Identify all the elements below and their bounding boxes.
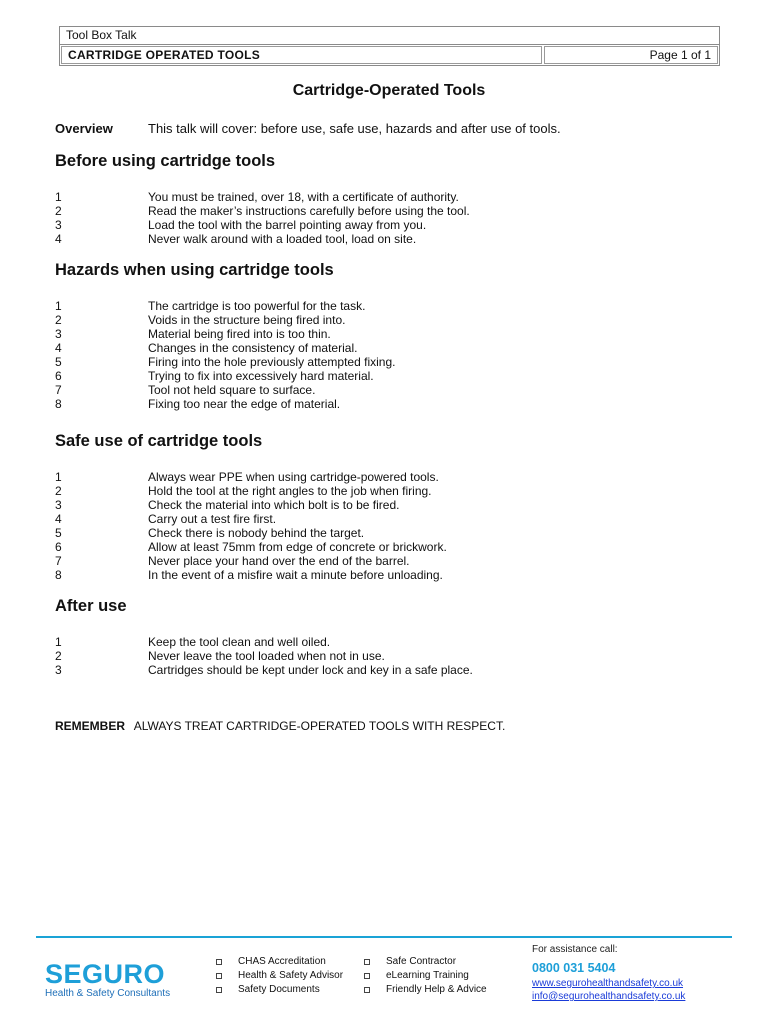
item-text: Voids in the structure being fired into. — [148, 313, 346, 327]
list-item — [55, 512, 447, 526]
list-item — [55, 397, 395, 411]
item-number: 2 — [55, 313, 62, 327]
item-text: Changes in the consistency of material. — [148, 341, 358, 355]
remember-label: REMEMBER — [55, 719, 126, 733]
service-label: Friendly Help & Advice — [386, 984, 487, 995]
overview-label: Overview — [55, 121, 113, 136]
service-item — [216, 983, 343, 997]
item-number: 6 — [55, 369, 62, 383]
item-number: 5 — [55, 526, 62, 540]
list-item — [55, 540, 447, 554]
service-item — [364, 983, 487, 997]
item-number: 1 — [55, 470, 62, 484]
list-item — [55, 383, 395, 397]
item-text: Check the material into which bolt is to be fired. — [148, 498, 400, 512]
email-link[interactable]: info@segurohealthandsafety.co.uk — [532, 991, 686, 1002]
item-text: Trying to fix into excessively hard material. — [148, 369, 374, 383]
item-number: 3 — [55, 498, 62, 512]
item-number: 5 — [55, 355, 62, 369]
item-text: Read the maker’s instructions carefully before using the tool. — [148, 204, 470, 218]
page-title: Cartridge-Operated Tools — [292, 82, 486, 99]
item-text: Hold the tool at the right angles to the job when firing. — [148, 484, 432, 498]
item-number: 3 — [55, 327, 62, 341]
remember-note — [55, 719, 505, 733]
list-item — [55, 327, 395, 341]
service-label: CHAS Accreditation — [238, 956, 326, 967]
list-item — [55, 313, 395, 327]
services-list-right — [364, 955, 487, 997]
services-list-left — [216, 955, 343, 997]
list-item — [55, 498, 447, 512]
list-safe-use — [55, 470, 447, 582]
list-item — [55, 484, 447, 498]
list-item — [55, 663, 473, 677]
service-item — [216, 969, 343, 983]
list-item — [55, 568, 447, 582]
service-item — [364, 955, 487, 969]
item-number: 2 — [55, 204, 62, 218]
checkbox-bullet-icon — [216, 987, 222, 993]
item-text: You must be trained, over 18, with a certificate of authority. — [148, 190, 459, 204]
item-text: Cartridges should be kept under lock and key in a safe place. — [148, 663, 473, 677]
service-item — [364, 969, 487, 983]
item-number: 8 — [55, 397, 62, 411]
service-label: Safety Documents — [238, 984, 320, 995]
list-after-use — [55, 635, 473, 677]
service-label: eLearning Training — [386, 970, 469, 981]
checkbox-bullet-icon — [364, 987, 370, 993]
website-link[interactable]: www.segurohealthandsafety.co.uk — [532, 978, 684, 989]
section-heading-before: Before using cartridge tools — [55, 152, 276, 170]
list-item — [55, 232, 470, 246]
item-text: Allow at least 75mm from edge of concrete or brickwork. — [148, 540, 447, 554]
header-topic: CARTRIDGE OPERATED TOOLS — [61, 46, 542, 64]
list-before — [55, 190, 470, 246]
header-label: Tool Box Talk — [60, 27, 719, 45]
item-number: 1 — [55, 299, 62, 313]
item-text: In the event of a misfire wait a minute before unloading. — [148, 568, 443, 582]
checkbox-bullet-icon — [216, 959, 222, 965]
page-number: Page 1 of 1 — [544, 46, 718, 64]
document-header — [59, 26, 720, 66]
logo-tagline: Health & Safety Consultants — [45, 988, 171, 999]
item-number: 2 — [55, 649, 62, 663]
item-text: Never leave the tool loaded when not in use. — [148, 649, 385, 663]
section-heading-hazards: Hazards when using cartridge tools — [55, 261, 334, 279]
footer-divider — [36, 936, 732, 938]
overview — [55, 121, 561, 136]
item-number: 4 — [55, 232, 62, 246]
overview-text: This talk will cover: before use, safe use, hazards and after use of tools. — [148, 121, 561, 136]
item-text: Fixing too near the edge of material. — [148, 397, 341, 411]
list-item — [55, 526, 447, 540]
list-hazards — [55, 299, 395, 411]
item-number: 6 — [55, 540, 62, 554]
checkbox-bullet-icon — [364, 973, 370, 979]
list-item — [55, 190, 470, 204]
item-text: The cartridge is too powerful for the task. — [148, 299, 366, 313]
assistance-label: For assistance call: — [532, 944, 618, 955]
list-item — [55, 218, 470, 232]
list-item — [55, 369, 395, 383]
contact-block — [532, 943, 685, 1003]
item-number: 3 — [55, 663, 62, 677]
section-heading-safe-use: Safe use of cartridge tools — [55, 432, 263, 450]
item-number: 1 — [55, 190, 62, 204]
item-number: 7 — [55, 383, 62, 397]
checkbox-bullet-icon — [364, 959, 370, 965]
section-heading-after-use: After use — [55, 597, 127, 615]
list-item — [55, 355, 395, 369]
item-text: Material being fired into is too thin. — [148, 327, 331, 341]
item-number: 8 — [55, 568, 62, 582]
list-item — [55, 204, 470, 218]
list-item — [55, 635, 473, 649]
phone-number[interactable]: 0800 031 5404 — [532, 961, 616, 975]
item-number: 3 — [55, 218, 62, 232]
list-item — [55, 554, 447, 568]
list-item — [55, 649, 473, 663]
item-number: 7 — [55, 554, 62, 568]
item-text: Keep the tool clean and well oiled. — [148, 635, 331, 649]
item-number: 2 — [55, 484, 62, 498]
service-label: Safe Contractor — [386, 956, 457, 967]
item-text: Always wear PPE when using cartridge-powered tools. — [148, 470, 439, 484]
item-text: Tool not held square to surface. — [148, 383, 316, 397]
item-text: Check there is nobody behind the target. — [148, 526, 365, 540]
service-item — [216, 955, 343, 969]
item-text: Carry out a test fire first. — [148, 512, 277, 526]
checkbox-bullet-icon — [216, 973, 222, 979]
list-item — [55, 299, 395, 313]
remember-text: ALWAYS TREAT CARTRIDGE-OPERATED TOOLS WITH RESPECT. — [133, 719, 506, 733]
service-label: Health & Safety Advisor — [238, 970, 344, 981]
list-item — [55, 341, 395, 355]
item-text: Load the tool with the barrel pointing away from you. — [148, 218, 427, 232]
item-number: 1 — [55, 635, 62, 649]
item-text: Firing into the hole previously attempted fixing. — [148, 355, 396, 369]
list-item — [55, 470, 447, 484]
item-number: 4 — [55, 341, 62, 355]
company-logo — [45, 960, 170, 999]
logo-brand: SEGURO — [45, 959, 166, 989]
item-text: Never walk around with a loaded tool, load on site. — [148, 232, 417, 246]
item-text: Never place your hand over the end of the barrel. — [148, 554, 410, 568]
item-number: 4 — [55, 512, 62, 526]
